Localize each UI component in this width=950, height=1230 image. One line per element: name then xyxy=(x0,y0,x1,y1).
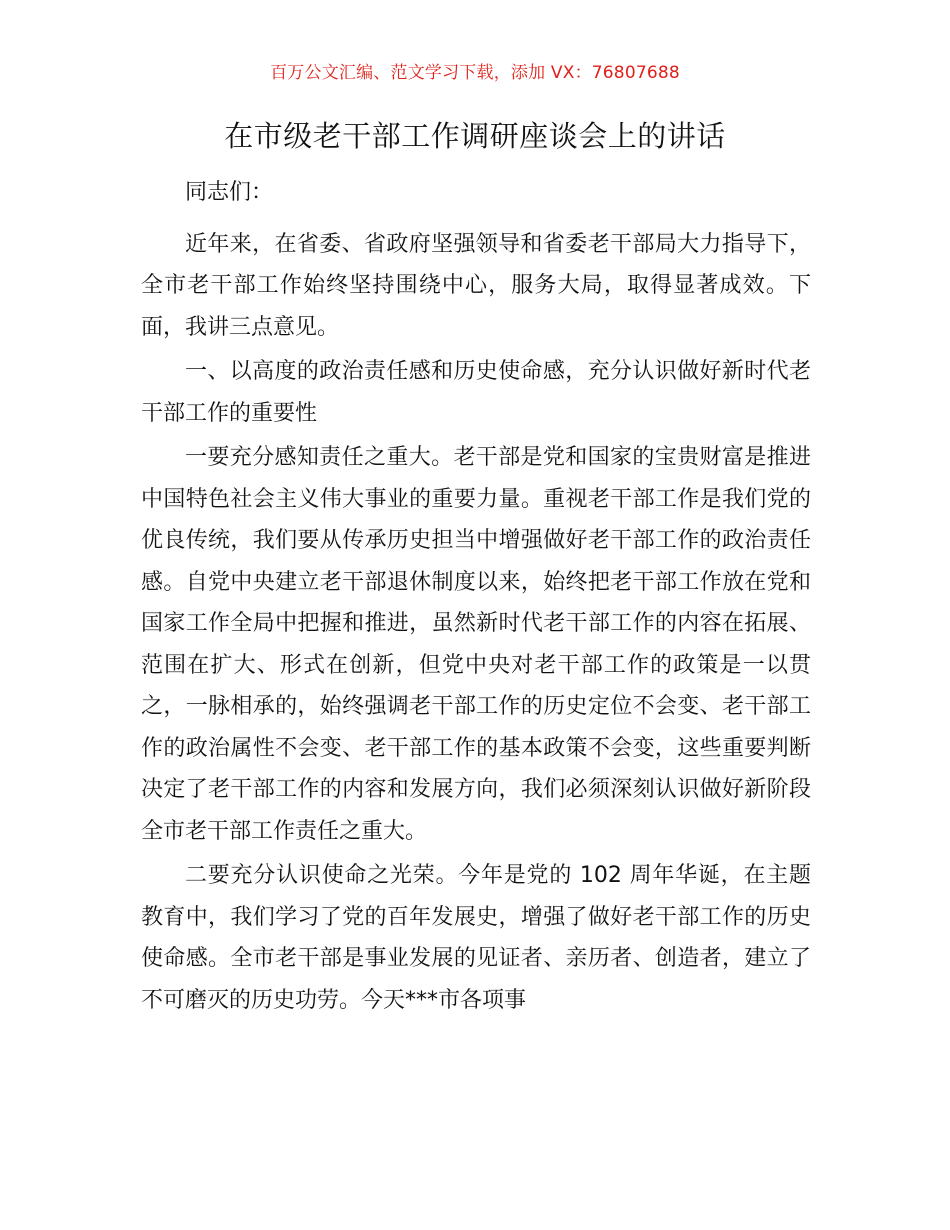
paragraph-point-1: 一要充分感知责任之重大。老干部是党和国家的宝贵财富是推进中国特色社会主义伟大事业的重要力量。重视老干部工作是我们党的优良传统，我们要从传承历史担当中增强做好老干部工作的政治责任感。自党中央建立老干部退休制度以来，始终把老干部工作放在党和国家工作全局中把握和推进，虽然新时代老干部工作的内容在拓展、范围在扩大、形式在创新，但党中央对老干部工作的政策是一以贯之，一脉相承的，始终强调老干部工作的历史定位不会变、老干部工作的政治属性不会变、老干部工作的基本政策不会变，这些重要判断决定了老干部工作的内容和发展方向，我们必须深刻认识做好新阶段全市老干部工作责任之重大。 xyxy=(141,445,811,844)
paragraph-point-2: 二要充分认识使命之光荣。今年是党的 102 周年华诞，在主题教育中，我们学习了党的百年发展史，增强了做好老干部工作的历史使命感。全市老干部是事业发展的见证者、亲历者、创造者，建立了不可磨灭的历史功劳。今天***市各项事 xyxy=(141,863,811,1013)
document-title: 在市级老干部工作调研座谈会上的讲话 xyxy=(224,119,726,153)
watermark-header: 百万公文汇编、范文学习下载，添加 VX：76807688 xyxy=(270,63,680,83)
salutation: 同志们： xyxy=(185,180,274,205)
section-heading-1: 一、以高度的政治责任感和历史使命感，充分认识做好新时代老干部工作的重要性 xyxy=(141,359,811,426)
document-body xyxy=(141,172,811,1024)
paragraph-intro: 近年来，在省委、省政府坚强领导和省委老干部局大力指导下，全市老干部工作始终坚持围绕中心，服务大局，取得显著成效。下面，我讲三点意见。 xyxy=(141,231,811,340)
